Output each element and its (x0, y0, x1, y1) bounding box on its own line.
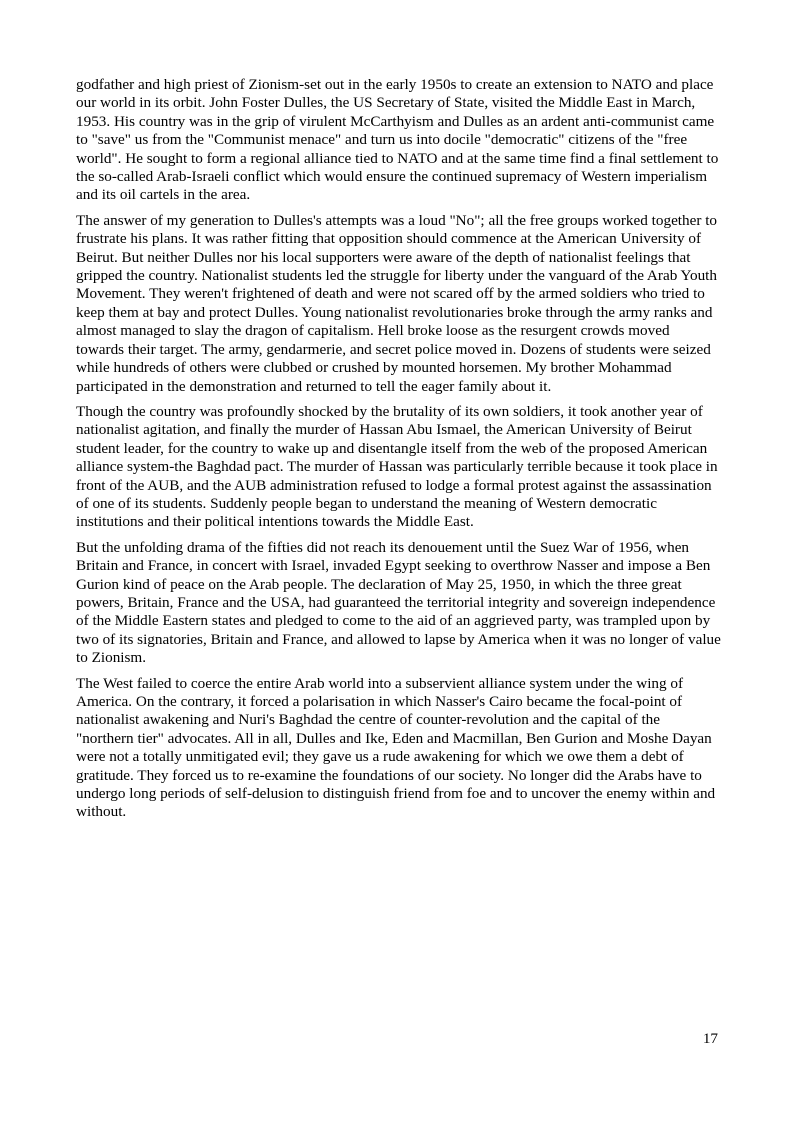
paragraph: godfather and high priest of Zionism-set out in the early 1950s to create an extension to NATO and place our world in its orbit. John Foster Dulles, the US Secretary of State, visited the Middle East in March, 1953. His country was in the grip of virulent McCarthyism and Dulles as an ardent anti-communist came to "save" us from the "Communist menace" and turn us into docile "democratic" citizens of the "free world". He sought to form a regional alliance tied to NATO and at the same time find a final settlement to the so-called Arab-Israeli conflict which would ensure the continued supremacy of Western imperialism and its oil cartels in the area. (76, 76, 719, 204)
paragraph: The West failed to coerce the entire Arab world into a subservient alliance system under the wing of America. On the contrary, it forced a polarisation in which Nasser's Cairo became the focal-point of nationalist awakening and Nuri's Baghdad the centre of counter-revolution and the capital of the "northern tier" advocates. All in all, Dulles and Ike, Eden and Macmillan, Ben Gurion and Moshe Dayan were not a totally unmitigated evil; they gave us a rude awakening for which we owe them a debt of gratitude. They forced us to re-examine the foundations of our society. No longer did the Arabs have to undergo long periods of self-delusion to distinguish friend from foe and to uncover the enemy within and without. (76, 674, 716, 821)
body-text (76, 76, 721, 829)
paragraph: The answer of my generation to Dulles's attempts was a loud "No"; all the free groups worked together to frustrate his plans. It was rather fitting that opposition should commence at the American University of Beirut. But neither Dulles nor his local supporters were aware of the depth of nationalist feelings that gripped the country. Nationalist students led the struggle for liberty under the vanguard of the Arab Youth Movement. They weren't frightened of death and were not scared off by the armed soldiers who tried to keep them at bay and protect Dulles. Young nationalist revolutionaries broke through the army ranks and almost managed to slay the dragon of capitalism. Hell broke loose as the resurgent crowds moved towards their target. The army, gendarmerie, and secret police moved in. Dozens of students were seized while hundreds of others were clubbed or crushed by mounted horsemen. My brother Mohammad participated in the demonstration and returned to tell the eager family about it. (76, 211, 718, 395)
page-number: 17 (702, 1030, 718, 1047)
paragraph: Though the country was profoundly shocked by the brutality of its own soldiers, it took another year of nationalist agitation, and finally the murder of Hassan Abu Ismael, the American University of Beirut student leader, for the country to wake up and disentangle itself from the web of the proposed American alliance system-the Baghdad pact. The murder of Hassan was particularly terrible because it took place in front of the AUB, and the AUB administration refused to lodge a formal protest against the assassination of one of its students. Suddenly people began to understand the meaning of Western democratic institutions and their political intentions towards the Middle East. (76, 402, 718, 531)
paragraph: But the unfolding drama of the fifties did not reach its denouement until the Suez War of 1956, when Britain and France, in concert with Israel, invaded Egypt seeking to overthrow Nasser and impose a Ben Gurion kind of peace on the Arab people. The declaration of May 25, 1950, in which the three great powers, Britain, France and the USA, had guaranteed the territorial integrity and sovereign independence of the Middle Eastern states and pledged to come to the aid of an aggrieved party, was trampled upon by two of its signatories, Britain and France, and allowed to lapse by America when it was no longer of value to Zionism. (76, 538, 721, 667)
